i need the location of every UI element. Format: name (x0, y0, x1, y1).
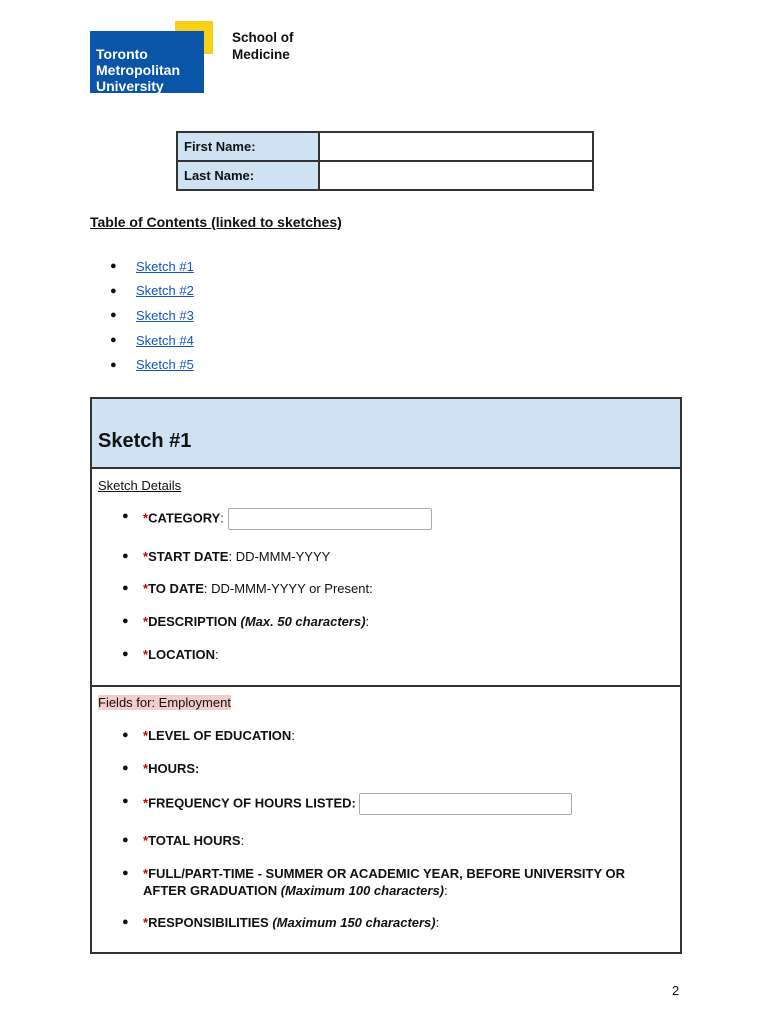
first-name-row (177, 132, 593, 161)
required-marker: * (143, 510, 149, 526)
bullet-icon: ● (122, 834, 129, 846)
field-suffix: : DD-MMM-YYYY or Present: (203, 581, 373, 596)
employment-title: Fields for: Employment (98, 695, 231, 710)
required-marker: * (143, 614, 149, 629)
toc-link-sketch-1[interactable]: Sketch #1 (136, 258, 194, 274)
field-label: DESCRIPTION (148, 614, 237, 629)
bullet-icon: ● (122, 615, 129, 627)
logo-line-3: University (96, 78, 164, 94)
field-hint: (Maximum 150 characters) (268, 915, 436, 930)
toc-title: Table of Contents (linked to sketches) (90, 214, 342, 230)
logo-line-2: Metropolitan (96, 62, 180, 78)
toc-list (110, 254, 194, 377)
field-suffix: : (365, 614, 370, 629)
field-suffix: : (214, 647, 219, 662)
field-hint: (Maximum 100 characters) (277, 883, 445, 898)
field-suffix: : (291, 728, 295, 743)
last-name-row (177, 161, 593, 190)
toc-item (110, 328, 194, 353)
required-marker: * (143, 549, 149, 564)
field-label: FREQUENCY OF HOURS LISTED: (148, 795, 356, 811)
employment-section (92, 687, 680, 952)
category-input[interactable] (228, 508, 432, 530)
required-marker: * (143, 581, 149, 596)
page-number: 2 (672, 983, 680, 998)
field-hint: (Max. 50 characters) (236, 614, 366, 629)
field-label: START DATE (148, 549, 229, 564)
field-suffix: : (444, 883, 448, 898)
logo-wordmark (96, 46, 180, 94)
toc-link-sketch-2[interactable]: Sketch #2 (136, 283, 194, 299)
field-label: LOCATION (148, 647, 215, 662)
logo-line-1: Toronto (96, 46, 148, 62)
toc-link-sketch-3[interactable]: Sketch #3 (136, 307, 194, 323)
logo-blue-block (90, 31, 204, 93)
bullet-icon: ● (122, 867, 129, 879)
first-name-field[interactable] (319, 132, 593, 161)
required-marker: * (143, 647, 149, 662)
name-table (176, 131, 594, 191)
school-name (232, 29, 294, 63)
toc-item (110, 352, 194, 377)
field-label: RESPONSIBILITIES (148, 915, 269, 930)
bullet-icon: ● (110, 284, 117, 297)
sketch-1-table (90, 397, 682, 954)
required-marker: * (143, 795, 149, 811)
last-name-field[interactable] (319, 161, 593, 190)
bullet-icon: ● (110, 334, 117, 347)
field-label: LEVEL OF EDUCATION (148, 728, 292, 743)
frequency-input[interactable] (359, 793, 572, 815)
bullet-icon: ● (122, 648, 129, 660)
required-marker: * (143, 761, 149, 776)
bullet-icon: ● (110, 358, 117, 371)
sketch-header (92, 399, 680, 469)
toc-link-sketch-5[interactable]: Sketch #5 (136, 357, 194, 373)
field-label: FULL/PART-TIME - SUMMER OR ACADEMIC YEAR, BEFORE UNIVERSITY OR AFTER GRADUATION (143, 866, 625, 898)
required-marker: * (143, 866, 149, 881)
bullet-icon: ● (110, 260, 117, 273)
first-name-label: First Name: (177, 132, 319, 161)
field-label: TOTAL HOURS (148, 833, 241, 848)
sketch-details-section (92, 469, 680, 687)
field-label: TO DATE (148, 581, 204, 596)
bullet-icon: ● (122, 550, 129, 562)
university-logo (90, 21, 214, 93)
field-suffix: : (435, 915, 440, 930)
bullet-icon: ● (122, 510, 129, 522)
required-marker: * (143, 728, 149, 743)
bullet-icon: ● (122, 795, 129, 807)
field-label: HOURS: (148, 761, 200, 776)
toc-item (110, 279, 194, 304)
required-marker: * (143, 833, 149, 848)
bullet-icon: ● (122, 729, 129, 741)
school-line-2: Medicine (232, 47, 290, 62)
sketch-title: Sketch #1 (98, 430, 192, 452)
school-line-1: School of (232, 30, 294, 45)
toc-item (110, 254, 194, 279)
field-suffix: : (240, 833, 245, 848)
field-label: CATEGORY (148, 510, 221, 526)
toc-item (110, 303, 194, 328)
required-marker: * (143, 915, 149, 930)
field-suffix: : (220, 510, 224, 526)
last-name-label: Last Name: (177, 161, 319, 190)
sketch-details-title: Sketch Details (98, 478, 182, 493)
bullet-icon: ● (122, 582, 129, 594)
bullet-icon: ● (122, 916, 129, 928)
toc-link-sketch-4[interactable]: Sketch #4 (136, 332, 194, 348)
bullet-icon: ● (122, 762, 129, 774)
bullet-icon: ● (110, 309, 117, 322)
field-suffix: : DD-MMM-YYYY (228, 549, 331, 564)
